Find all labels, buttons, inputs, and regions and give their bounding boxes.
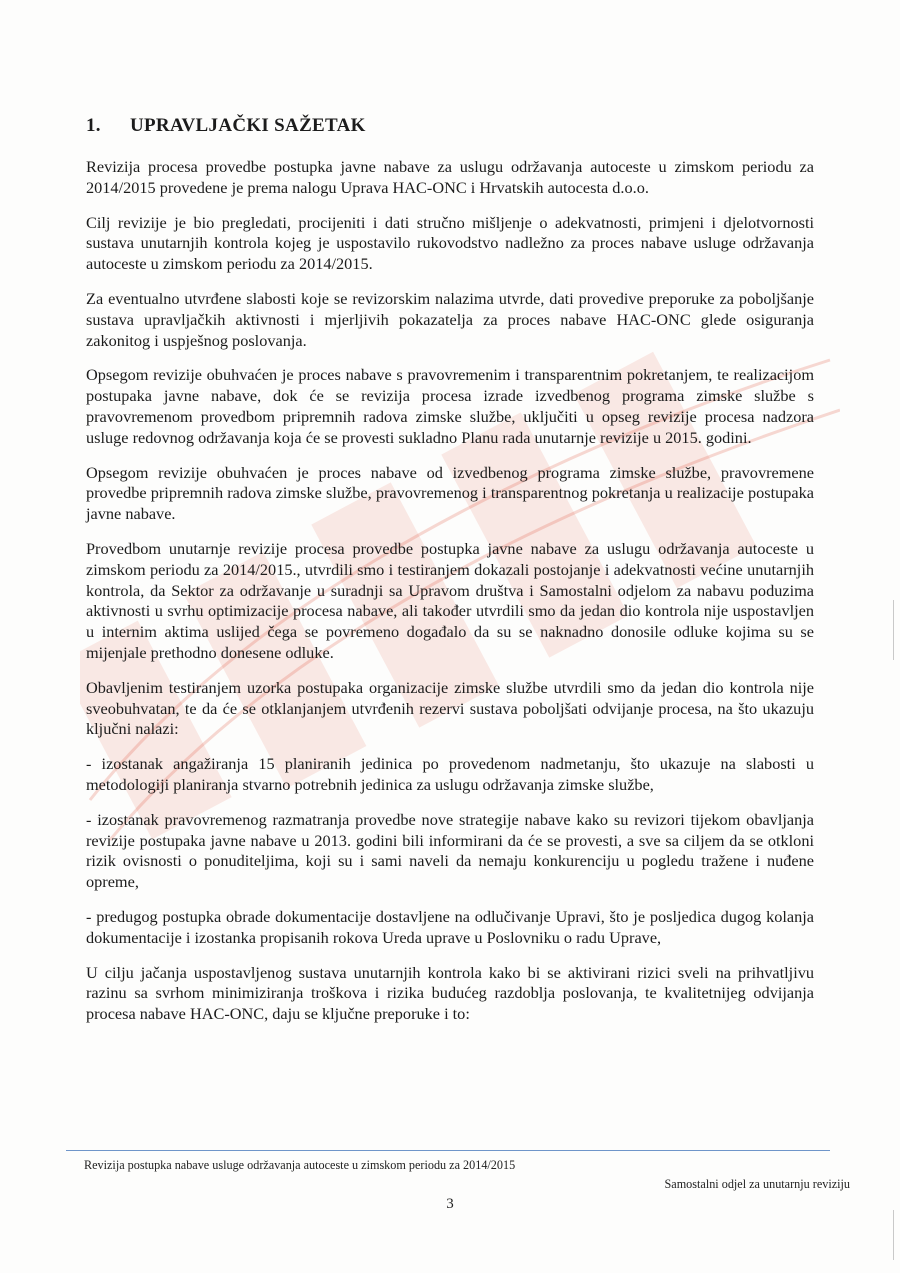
paragraph-scope-1: Opsegom revizije obuhvaćen je proces nabave s pravovremenim i transparentnim pokretanjem, te realizacijom postupaka javne nabave, dok će se revizija procesa izrade izvedbenog programa zimske službe s pravovremenom provedbom pripremnih radova zimske službe, uključiti u opseg revizije procesa nadzora usluge redovnog održavanja koja će se provesti sukladno Planu rada unutarnje revizije u 2015. godini. xyxy=(86,365,814,447)
footer-divider xyxy=(66,1150,830,1151)
footer-department: Samostalni odjel za unutarnju reviziju xyxy=(664,1177,850,1191)
section-heading xyxy=(86,115,814,137)
section-title: UPRAVLJAČKI SAŽETAK xyxy=(130,115,366,136)
finding-item-3: - predugog postupka obrade dokumentacije dostavljene na odlučivanje Upravi, što je posljedica dugog kolanja dokumentacije i izostanka propisanih rokova Ureda uprave u Poslovniku o radu Uprave, xyxy=(86,906,814,947)
finding-item-2: - izostanak pravovremenog razmatranja provedbe nove strategije nabave kako su revizori tijekom obavljanja revizije postupaka javne nabave u 2013. godini bili informirani da će se provesti, a sve sa ciljem da se otkloni rizik ovisnosti o ponuditeljima, koji su i sami naveli da nemaju konkurenciju u pogledu tražene i nuđene opreme, xyxy=(86,809,814,892)
finding-item-1: - izostanak angažiranja 15 planiranih jedinica po provedenom nadmetanju, što ukazuje na slabosti u metodologiji planiranja stvarno potrebnih jedinica za uslugu održavanja zimske službe, xyxy=(86,754,814,794)
paragraph-key-findings-intro: Obavljenim testiranjem uzorka postupaka organizacije zimske službe utvrdili smo da jedan dio kontrola nije sveobuhvatan, te da će se otklanjanjem utvrđenih rezervi sustava poboljšati odvijanje procesa, na što ukazuju ključni nalazi: xyxy=(86,677,814,739)
paragraph-intro: Revizija procesa provedbe postupka javne nabave za uslugu održavanja autoceste u zimskom periodu za 2014/2015 provedene je prema nalogu Uprava HAC-ONC i Hrvatskih autocesta d.o.o. xyxy=(86,157,814,197)
section-number: 1. xyxy=(86,115,101,136)
paragraph-recommendations-intro: U cilju jačanja uspostavljenog sustava unutarnjih kontrola kako bi se aktivirani rizici sveli na prihvatljivu razinu sa svrhom minimiziranja troškova i rizika budućeg razdoblja poslovanja, te kvalitetnijeg odvijanja procesa nabave HAC-ONC, daju se ključne preporuke i to: xyxy=(86,962,814,1024)
page-number: 3 xyxy=(446,1196,454,1212)
paragraph-recommendations-aim: Za eventualno utvrđene slabosti koje se revizorskim nalazima utvrde, dati provedive preporuke za poboljšanje sustava upravljačkih aktivnosti i mjerljivih pokazatelja za proces nabave HAC-ONC glede osiguranja zakonitog i uspješnog poslovanja. xyxy=(86,288,814,350)
footer-document-title: Revizija postupka nabave usluge održavanja autoceste u zimskom periodu za 2014/2015 xyxy=(84,1158,516,1172)
main-content xyxy=(86,115,814,1039)
scan-edge-mark xyxy=(893,600,894,660)
paragraph-goal: Cilj revizije je bio pregledati, procijeniti i dati stručno mišljenje o adekvatnosti, primjeni i djelotvornosti sustava unutarnjih kontrola kojeg je uspostavilo rukovodstvo nadležno za proces nabave usluge održavanja autoceste u zimskom periodu za 2014/2015. xyxy=(86,212,814,274)
paragraph-scope-2: Opsegom revizije obuhvaćen je proces nabave od izvedbenog programa zimske službe, pravovremene provedbe pripremnih radova zimske službe, pravovremenog i transparentnog pokretanja u realizacije postupaka javne nabave. xyxy=(86,462,814,524)
scan-edge-mark xyxy=(893,1210,894,1260)
paragraph-findings-summary: Provedbom unutarnje revizije procesa provedbe postupka javne nabave za uslugu održavanja autoceste u zimskom periodu za 2014/2015., utvrdili smo i testiranjem dokazali postojanje i adekvatnosti većine unutarnjih kontrola, da Sektor za održavanje u suradnji sa Upravom društva i Samostalni odjelom za nabavu poduzima aktivnosti u svrhu optimizacije procesa nabave, ali također utvrdili smo da jedan dio kontrola nije uspostavljen u internim aktima uslijed čega se povremeno događalo da su se naknadno donosile odluke kojima su se mijenjale prethodno donesene odluke. xyxy=(86,538,814,662)
